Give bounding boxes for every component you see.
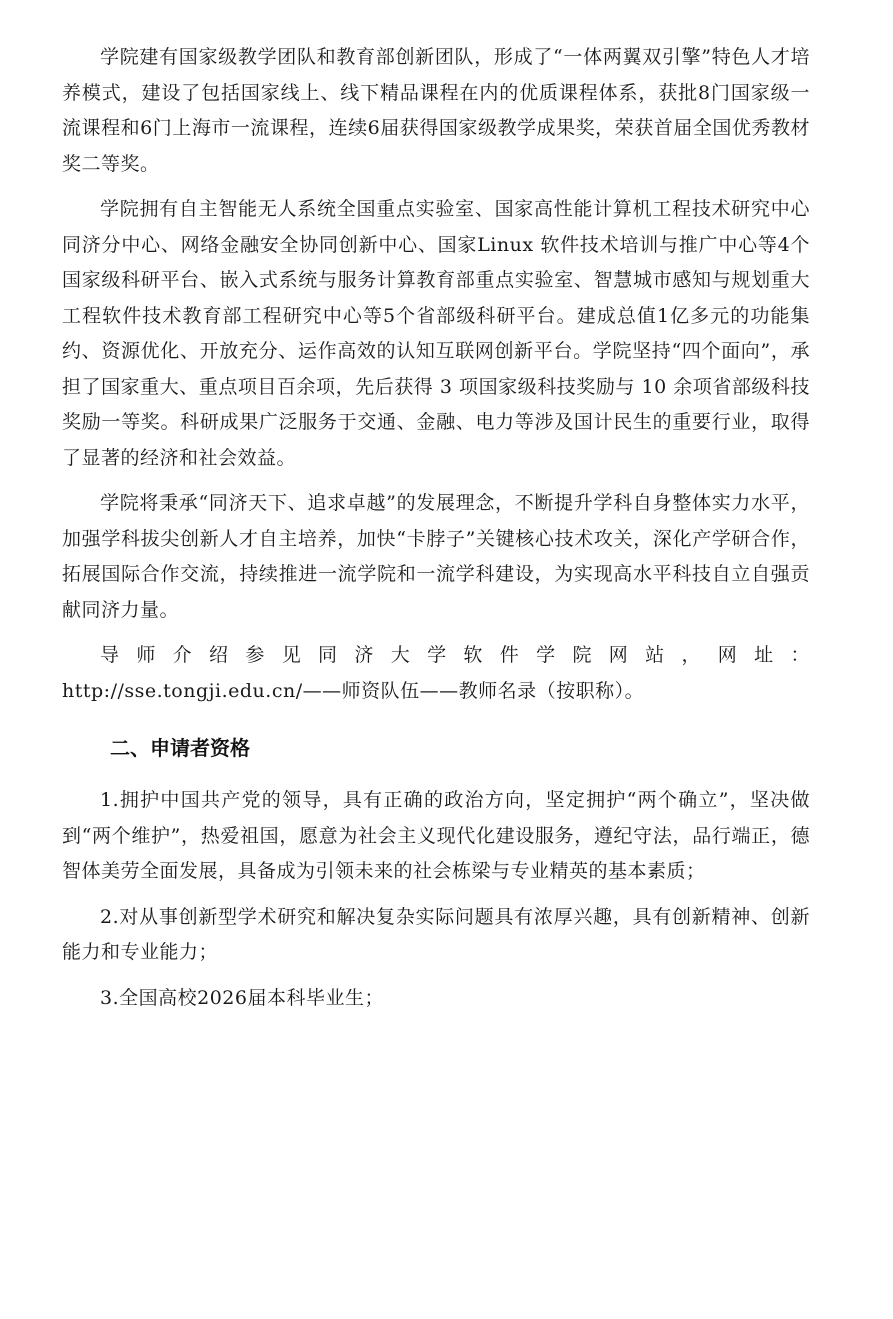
paragraph-research-platforms: 学院拥有自主智能无人系统全国重点实验室、国家高性能计算机工程技术研究中心同济分中心、网络金融安全协同创新中心、国家Linux 软件技术培训与推广中心等4个国家级科研平台、嵌入式系统与服务计算教育部重点实验室、智慧城市感知与规划重大工程软件技术教育部工程研究中心等5个省部级科研平台。建成总值1亿多元的功能集约、资源优化、开放充分、运作高效的认知互联网创新平台。学院坚持“四个面向”，承担了国家重大、重点项目百余项，先后获得 3 项国家级科技奖励与 10 余项省部级科技奖励一等奖。科研成果广泛服务于交通、金融、电力等涉及国计民生的重要行业，取得了显著的经济和社会效益。 bbox=[62, 198, 810, 469]
paragraph-advisor-website: 导 师 介 绍 参 见 同 济 大 学 软 件 学 院 网 站 ， 网 址 ：http://sse.tongji.edu.cn/——师资队伍——教师名录（按职称）。 bbox=[62, 644, 810, 702]
requirement-item-1: 1.拥护中国共产党的领导，具有正确的政治方向，坚定拥护“两个确立”，坚决做到“两个维护”，热爱祖国，愿意为社会主义现代化建设服务，遵纪守法，品行端正，德智体美劳全面发展，具备成为引领未来的社会栋梁与专业精英的基本素质； bbox=[62, 789, 810, 882]
requirement-item-2: 2.对从事创新型学术研究和解决复杂实际问题具有浓厚兴趣，具有创新精神、创新能力和专业能力； bbox=[62, 905, 810, 963]
paragraph-development-vision: 学院将秉承“同济天下、追求卓越”的发展理念，不断提升学科自身整体实力水平，加强学科拔尖创新人才自主培养，加快“卡脖子”关键核心技术攻关，深化产学研合作，拓展国际合作交流，持续推进一流学院和一流学科建设，为实现高水平科技自立自强贡献同济力量。 bbox=[62, 492, 810, 621]
section-heading-applicant-qualifications: 二、申请者资格 bbox=[110, 736, 250, 760]
requirement-item-3: 3.全国高校2026届本科毕业生； bbox=[100, 986, 384, 1009]
document-page bbox=[62, 40, 810, 1026]
paragraph-teaching: 学院建有国家级教学团队和教育部创新团队，形成了“一体两翼双引擎”特色人才培养模式，建设了包括国家线上、线下精品课程在内的优质课程体系，获批8门国家级一流课程和6门上海市一流课程，连续6届获得国家级教学成果奖，荣获首届全国优秀教材奖二等奖。 bbox=[62, 46, 810, 175]
